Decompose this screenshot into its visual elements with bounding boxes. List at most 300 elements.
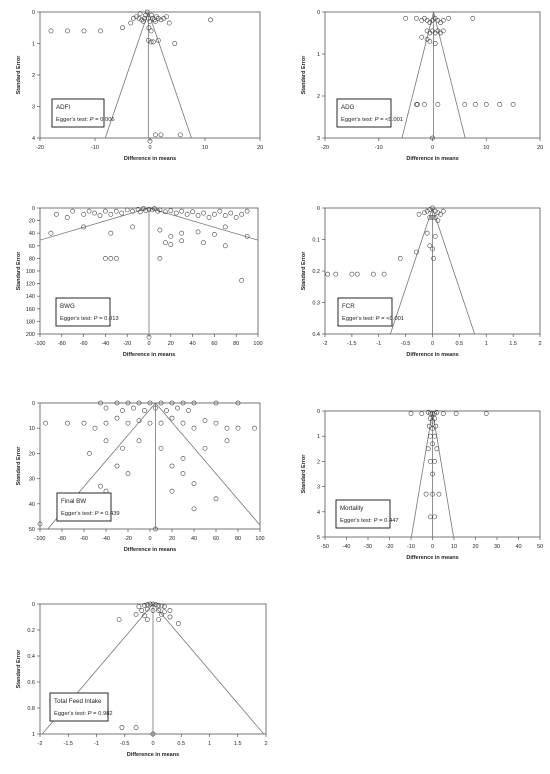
data-point	[371, 272, 375, 276]
y-tick-label: 1	[31, 732, 35, 738]
x-tick-label: -60	[79, 341, 88, 347]
data-point	[441, 209, 445, 213]
x-tick-label: 20	[472, 544, 479, 550]
data-point	[120, 408, 124, 412]
data-point	[125, 208, 129, 212]
data-point	[168, 615, 172, 619]
data-point	[334, 272, 338, 276]
legend-label: BWG	[60, 303, 75, 310]
y-axis-label: Standard Error	[16, 251, 22, 291]
x-tick-label: -2	[322, 341, 328, 347]
data-point	[158, 256, 162, 260]
data-point	[181, 421, 185, 425]
data-point	[417, 212, 421, 216]
data-point	[145, 618, 149, 622]
x-tick-label: -50	[321, 544, 329, 550]
data-point	[433, 515, 437, 519]
y-tick-label: 0.2	[312, 269, 320, 275]
data-point	[103, 209, 107, 213]
funnel-right-line	[156, 403, 264, 529]
data-point	[422, 16, 426, 20]
data-point	[382, 272, 386, 276]
y-tick-label: 3	[316, 136, 320, 142]
data-point	[162, 605, 166, 609]
x-tick-label: 10	[201, 145, 209, 151]
y-axis-label: Standard Error	[301, 251, 307, 291]
data-point	[173, 41, 177, 45]
data-point	[169, 234, 173, 238]
x-tick-label: 0	[148, 536, 152, 542]
funnel-plot-5	[301, 409, 543, 561]
x-tick-label: 40	[189, 341, 196, 347]
data-point	[511, 102, 515, 106]
data-point	[148, 421, 152, 425]
y-tick-label: 20	[28, 218, 35, 225]
data-point	[82, 421, 86, 425]
data-point	[422, 102, 426, 106]
y-tick-label: 2	[316, 94, 320, 100]
data-point	[223, 213, 227, 217]
x-tick-label: 0	[430, 341, 435, 347]
data-point	[154, 603, 158, 607]
y-tick-label: 2	[316, 459, 320, 466]
data-point	[149, 29, 153, 33]
data-point	[434, 424, 438, 428]
funnel-plot-4	[16, 401, 265, 553]
x-tick-label: 100	[255, 536, 265, 542]
data-point	[92, 211, 96, 215]
data-point	[355, 272, 359, 276]
data-point	[82, 29, 86, 33]
data-point	[196, 230, 200, 234]
egger-test-label: Egger's test: P = 0.982	[54, 711, 113, 717]
x-tick-label: -20	[321, 145, 329, 151]
x-tick-label: 0	[147, 341, 151, 347]
x-tick-label: -20	[385, 544, 394, 550]
data-point	[186, 408, 190, 412]
data-point	[201, 241, 205, 245]
data-point	[109, 212, 113, 216]
data-point	[120, 446, 124, 450]
data-point	[484, 411, 488, 415]
data-point	[131, 406, 135, 410]
data-point	[498, 102, 502, 106]
data-point	[425, 231, 429, 235]
data-point	[87, 451, 91, 455]
data-point	[428, 434, 432, 438]
funnel-right-line	[433, 208, 475, 334]
data-point	[137, 605, 141, 609]
y-tick-label: 0.1	[312, 237, 320, 244]
x-tick-label: 40	[515, 544, 522, 550]
x-tick-label: 2	[264, 741, 268, 747]
data-point	[114, 209, 118, 213]
y-axis-label: Standard Error	[16, 55, 22, 95]
data-point	[223, 225, 227, 229]
x-tick-label: 1.5	[509, 341, 517, 347]
data-point	[180, 209, 184, 213]
x-axis-label: Difference in means	[406, 352, 459, 358]
data-point	[201, 211, 205, 215]
x-tick-label: 40	[190, 536, 198, 542]
x-tick-label: 80	[233, 341, 240, 347]
data-point	[49, 231, 53, 235]
egger-test-label: Egger's test: P = 0.013	[60, 316, 119, 322]
data-point	[463, 102, 467, 106]
x-tick-label: 60	[212, 536, 220, 542]
data-point	[159, 446, 163, 450]
y-tick-label: 0.4	[312, 332, 320, 338]
x-tick-label: -1	[94, 741, 99, 747]
x-tick-label: 60	[211, 341, 218, 347]
data-point	[98, 29, 102, 33]
data-point	[114, 256, 118, 260]
data-point	[180, 231, 184, 235]
y-tick-label: 0	[316, 409, 320, 415]
y-axis-label: Standard Error	[301, 454, 307, 494]
data-point	[178, 133, 182, 137]
y-tick-label: 0.2	[27, 628, 35, 634]
x-tick-label: -100	[34, 536, 46, 542]
x-tick-label: 100	[253, 341, 263, 347]
x-tick-label: -1	[376, 341, 382, 347]
y-tick-label: 2	[31, 73, 35, 79]
x-axis-label: Difference in means	[122, 352, 176, 358]
data-point	[126, 471, 130, 475]
x-tick-label: 2	[538, 341, 542, 347]
y-tick-label: 0	[316, 206, 320, 212]
data-point	[441, 411, 445, 415]
x-tick-label: -40	[101, 341, 110, 347]
y-tick-label: 5	[316, 535, 320, 541]
y-axis-label: Standard Error	[301, 55, 307, 95]
data-point	[229, 211, 233, 215]
x-tick-label: 0.5	[177, 741, 186, 747]
x-tick-label: -0.5	[120, 741, 130, 747]
data-point	[174, 211, 178, 215]
data-point	[170, 489, 174, 493]
data-point	[170, 464, 174, 468]
x-tick-label: 30	[493, 544, 501, 550]
data-point	[218, 209, 222, 213]
y-tick-label: 20	[28, 451, 35, 458]
data-point	[163, 241, 167, 245]
y-tick-label: 0.3	[312, 300, 320, 307]
data-point	[471, 16, 475, 20]
data-point	[225, 439, 229, 443]
y-tick-label: 30	[28, 476, 35, 483]
data-point	[159, 421, 163, 425]
data-point	[167, 21, 171, 25]
x-tick-label: 20	[168, 536, 176, 542]
y-tick-label: 120	[25, 281, 35, 288]
y-tick-label: 100	[25, 269, 35, 275]
data-point	[326, 272, 330, 276]
data-point	[473, 102, 477, 106]
egger-test-label: Egger's test: P = <0.001	[341, 117, 404, 123]
data-point	[163, 210, 167, 214]
data-point	[441, 18, 445, 22]
data-point	[115, 464, 119, 468]
plot-inner	[105, 12, 191, 138]
data-point	[109, 231, 113, 235]
data-point	[176, 621, 180, 625]
x-tick-label: -10	[91, 145, 99, 151]
data-point	[225, 426, 229, 430]
x-tick-label: -40	[342, 544, 351, 550]
x-tick-label: 1	[484, 341, 488, 347]
egger-test-label: Egger's test: P = <0.001	[342, 316, 405, 322]
x-tick-label: -100	[34, 341, 46, 347]
x-tick-label: -1.5	[63, 741, 73, 747]
data-point	[214, 421, 218, 425]
y-tick-label: 1	[31, 41, 35, 48]
data-point	[185, 212, 189, 216]
funnel-right-line	[148, 12, 191, 138]
x-tick-label: -0.5	[400, 341, 411, 347]
data-point	[142, 408, 146, 412]
data-point	[169, 242, 173, 246]
data-point	[115, 416, 119, 420]
data-point	[208, 18, 212, 22]
data-point	[428, 515, 432, 519]
data-point	[134, 612, 138, 616]
data-point	[420, 411, 424, 415]
y-tick-label: 160	[25, 306, 35, 313]
data-point	[120, 26, 124, 30]
data-point	[120, 725, 124, 729]
y-axis-label: Standard Error	[16, 649, 22, 689]
data-point	[71, 209, 75, 213]
data-point	[98, 213, 102, 217]
data-point	[131, 225, 135, 229]
data-point	[140, 608, 144, 612]
x-tick-label: 20	[536, 145, 544, 151]
data-point	[126, 421, 130, 425]
x-tick-label: -10	[407, 544, 415, 550]
data-point	[104, 439, 108, 443]
y-tick-label: 0	[316, 10, 320, 16]
egger-test-label: Egger's test: P = 0.447	[340, 518, 399, 524]
data-point	[103, 256, 107, 260]
x-tick-label: 10	[483, 145, 490, 151]
y-tick-label: 200	[25, 332, 35, 338]
funnel-plot-2	[0, 206, 550, 358]
y-tick-label: 1	[316, 434, 320, 441]
plot-inner	[402, 12, 465, 138]
x-tick-label: 0	[430, 145, 435, 151]
data-point	[145, 603, 149, 607]
data-point	[447, 16, 451, 20]
data-point	[168, 608, 172, 612]
data-point	[420, 35, 424, 39]
y-tick-label: 3	[316, 484, 320, 491]
data-point	[398, 256, 402, 260]
data-point	[65, 29, 69, 33]
data-point	[207, 215, 211, 219]
x-tick-label: 20	[256, 145, 264, 151]
data-point	[129, 21, 133, 25]
data-point	[214, 497, 218, 501]
data-point	[164, 408, 168, 412]
data-point	[245, 209, 249, 213]
data-point	[404, 16, 408, 20]
data-point	[441, 29, 445, 33]
y-tick-label: 1	[316, 52, 320, 58]
x-axis-label: Difference in means	[126, 752, 180, 758]
data-point	[134, 725, 138, 729]
y-tick-label: 60	[28, 243, 35, 250]
x-tick-label: 0	[148, 145, 152, 151]
funnel-right-line	[434, 12, 466, 138]
data-point	[175, 406, 179, 410]
y-tick-label: 3	[31, 104, 35, 111]
data-point	[425, 18, 429, 22]
data-point	[435, 447, 439, 451]
plot-inner	[411, 411, 453, 537]
x-axis-label: Difference in means	[406, 555, 459, 561]
funnel-plot-1	[301, 10, 543, 162]
funnel-plot-3	[301, 206, 542, 358]
egger-test-label: Egger's test: P = 0.006	[56, 117, 115, 123]
data-point	[437, 492, 441, 496]
data-point	[252, 426, 256, 430]
data-point	[109, 256, 113, 260]
data-point	[170, 416, 174, 420]
x-tick-label: 10	[450, 544, 458, 550]
y-axis-label: Standard Error	[16, 446, 22, 486]
data-point	[414, 16, 418, 20]
data-point	[234, 215, 238, 219]
legend-label: ADG	[341, 104, 355, 111]
data-point	[98, 484, 102, 488]
data-point	[191, 210, 195, 214]
data-point	[428, 39, 432, 43]
data-point	[223, 244, 227, 248]
data-point	[433, 234, 437, 238]
data-point	[454, 411, 458, 415]
data-point	[162, 610, 166, 614]
x-axis-label: Difference in means	[123, 547, 177, 553]
data-point	[428, 459, 432, 463]
y-tick-label: 40	[28, 231, 35, 238]
y-tick-label: 0	[31, 10, 35, 16]
y-tick-label: 0	[31, 401, 35, 407]
data-point	[192, 482, 196, 486]
x-tick-label: 20	[167, 341, 174, 347]
funnel-left-line	[411, 411, 432, 537]
x-tick-label: -80	[58, 536, 66, 542]
legend-label: FCR	[342, 303, 355, 310]
x-tick-label: -60	[80, 536, 88, 542]
legend-label: Final BW	[61, 498, 87, 505]
x-axis-label: Difference in means	[123, 156, 177, 162]
data-point	[104, 421, 108, 425]
data-point	[153, 133, 157, 137]
data-point	[93, 426, 97, 430]
data-point	[159, 604, 163, 608]
x-axis-label: Difference in means	[406, 156, 459, 162]
data-point	[49, 29, 53, 33]
funnel-plot-0	[16, 10, 263, 162]
data-point	[43, 421, 47, 425]
data-point	[65, 215, 69, 219]
legend-label: ADFI	[56, 104, 71, 111]
data-point	[181, 456, 185, 460]
x-tick-label: -80	[57, 341, 66, 347]
legend-label: Mortality	[340, 505, 364, 512]
data-point	[424, 492, 428, 496]
data-point	[137, 439, 141, 443]
data-point	[436, 18, 440, 22]
funnel-right-line	[433, 411, 454, 537]
x-tick-label: -20	[123, 341, 132, 347]
data-point	[180, 239, 184, 243]
data-point	[117, 618, 121, 622]
x-tick-label: -20	[36, 145, 44, 151]
data-point	[192, 426, 196, 430]
data-point	[157, 618, 161, 622]
data-point	[420, 18, 424, 22]
legend-label: Total Feed Intake	[54, 698, 102, 705]
y-tick-label: 0.4	[27, 654, 35, 660]
data-point	[192, 507, 196, 511]
x-tick-label: 0	[151, 741, 155, 747]
funnel-right-line	[153, 604, 264, 734]
y-tick-label: 0.6	[27, 680, 35, 686]
data-point	[212, 212, 216, 216]
data-point	[433, 459, 437, 463]
data-point	[484, 102, 488, 106]
data-point	[350, 272, 354, 276]
y-tick-label: 50	[28, 527, 35, 533]
data-point	[104, 406, 108, 410]
y-tick-label: 40	[28, 501, 35, 508]
x-tick-label: 0	[430, 544, 435, 550]
x-tick-label: 0.5	[455, 341, 464, 347]
data-point	[240, 212, 244, 216]
data-point	[203, 419, 207, 423]
data-point	[240, 278, 244, 282]
x-tick-label: 1	[207, 741, 212, 747]
x-tick-label: 1.5	[233, 741, 242, 747]
data-point	[159, 133, 163, 137]
data-point	[181, 471, 185, 475]
x-tick-label: 50	[536, 544, 544, 550]
data-point	[120, 211, 124, 215]
data-point	[87, 209, 91, 213]
data-point	[436, 102, 440, 106]
data-point	[236, 426, 240, 430]
y-tick-label: 0	[31, 602, 35, 608]
x-tick-label: -20	[124, 536, 132, 542]
x-tick-label: -30	[364, 544, 372, 550]
data-point	[433, 434, 437, 438]
x-tick-label: -1.5	[347, 341, 357, 347]
data-point	[82, 212, 86, 216]
x-tick-label: -2	[37, 741, 43, 747]
x-tick-label: -10	[374, 145, 383, 151]
y-tick-label: 140	[25, 294, 35, 301]
data-point	[158, 228, 162, 232]
y-tick-label: 4	[31, 136, 35, 142]
y-tick-label: 0	[31, 206, 35, 212]
data-point	[65, 421, 69, 425]
data-point	[54, 212, 58, 216]
x-tick-label: 80	[234, 536, 242, 542]
data-point	[196, 213, 200, 217]
egger-test-label: Egger's test: P = 0.439	[61, 511, 120, 517]
